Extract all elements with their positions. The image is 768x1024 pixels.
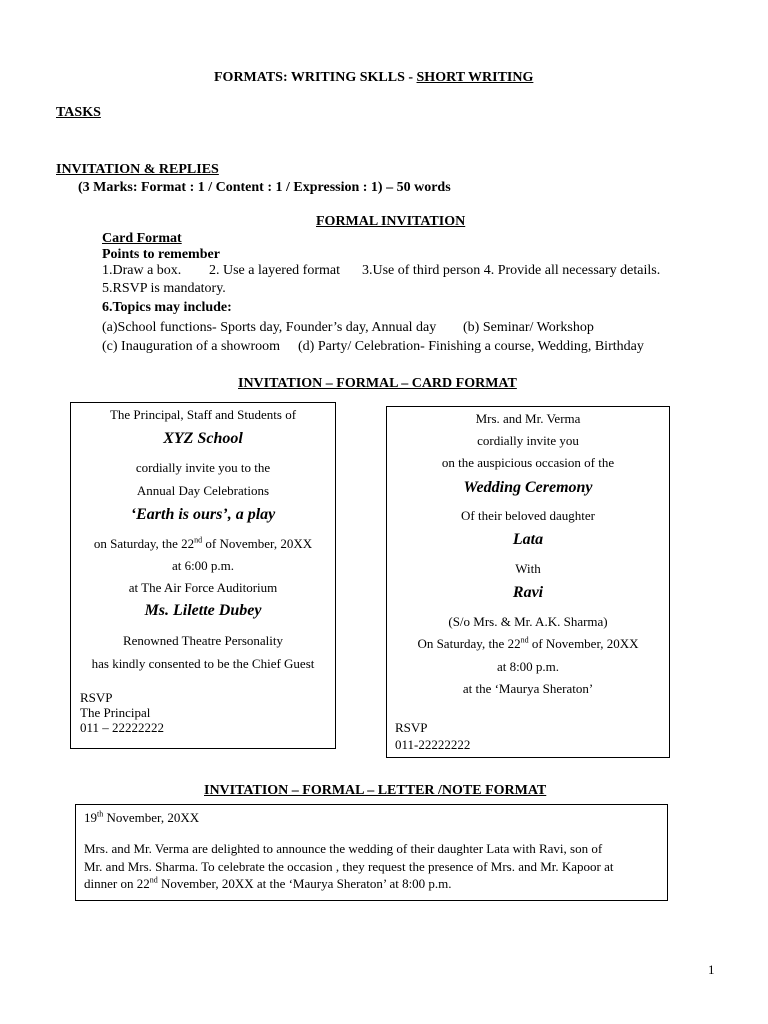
card-left-date [71,536,335,552]
points-heading: Points to remember [102,247,220,262]
section-heading: INVITATION & REPLIES [56,162,219,177]
letter-format-heading: INVITATION – FORMAL – LETTER /NOTE FORMAT [204,783,547,798]
topics-heading: 6.Topics may include: [102,300,232,315]
card-left-school: XYZ School [163,430,243,447]
card-left-line1: The Principal, Staff and Students of [109,407,297,422]
card-left-rsvp-phone: 011 – 22222222 [80,720,165,735]
page-number: 1 [708,962,715,977]
letter-body-line3-sup: nd [149,875,158,885]
card-right-bride: Lata [512,531,544,548]
card-right-line1: Mrs. and Mr. Verma [475,411,581,426]
card-right-line2: cordially invite you [477,433,579,448]
card-right-venue: at the ‘Maurya Sheraton’ [462,681,594,696]
card-right-rsvp-phone: 011-22222222 [395,737,471,752]
tasks-heading: TASKS [56,105,101,120]
topics-line-2a: (c) Inauguration of a showroom [102,339,281,354]
card-right-line4: Of their beloved daughter [461,508,595,523]
points-line-1c: 3.Use of third person 4. Provide all necessary details. [362,263,661,278]
card-left-play: ‘Earth is ours’, a play [130,506,276,523]
letter-date-a: 19 [84,810,97,825]
letter-date-b: November, 20XX [103,810,200,825]
card-left-guest-desc: Renowned Theatre Personality [122,633,284,648]
letter-body-line3 [84,876,452,892]
card-left-line3: Annual Day Celebrations [136,483,270,498]
card-left-date-b: of November, 20XX [202,536,313,551]
card-left-guest: Ms. Lilette Dubey [144,602,262,619]
letter-box [75,804,668,901]
letter-body-line1: Mrs. and Mr. Verma are delighted to announce the wedding of their daughter Lata with Ravi, son of [84,841,603,856]
topics-line-1a: (a)School functions- Sports day, Founder’s day, Annual day [102,320,437,335]
card-format-heading: INVITATION – FORMAL – CARD FORMAT [238,376,517,391]
card-left-time: at 6:00 p.m. [171,558,235,573]
invitation-card-right [386,406,670,758]
card-right-time: at 8:00 p.m. [496,659,560,674]
card-left-venue: at The Air Force Auditorium [128,580,278,595]
card-left-date-a: on Saturday, the 22 [93,536,195,551]
card-right-line3: on the auspicious occasion of the [441,455,615,470]
card-right-rsvp: RSVP [395,720,428,735]
invitation-card-left [70,402,336,749]
page-title-prefix: FORMATS: WRITING SKLLS - [214,70,417,85]
card-right-groom-parents: (S/o Mrs. & Mr. A.K. Sharma) [448,614,608,629]
card-right-date-a: On Saturday, the 22 [417,636,521,651]
card-right-date-sup: nd [520,635,529,645]
topics-line-2b: (d) Party/ Celebration- Finishing a course, Wedding, Birthday [298,339,644,354]
points-line-1a: 1.Draw a box. [102,263,182,278]
points-line-1b: 2. Use a layered format [209,263,340,278]
topics-line-1b: (b) Seminar/ Workshop [463,320,594,335]
formal-invitation-heading: FORMAL INVITATION [316,214,466,229]
letter-date-sup: th [97,809,104,819]
letter-body-line3-b: November, 20XX at the ‘Maurya Sheraton’ at 8:00 p.m. [157,876,452,891]
letter-body-line2: Mr. and Mrs. Sharma. To celebrate the occasion , they request the presence of Mrs. and Mr. Kapoor at [84,859,614,874]
card-right-event: Wedding Ceremony [463,479,593,496]
card-left-date-sup: nd [194,535,203,545]
card-left-rsvp-name: The Principal [80,705,151,720]
card-left-rsvp: RSVP [80,690,113,705]
points-line-2: 5.RSVP is mandatory. [102,281,226,296]
card-right-groom: Ravi [512,584,544,601]
page-title [214,70,533,86]
card-left-line2: cordially invite you to the [135,460,271,475]
page-title-underlined: SHORT WRITING [416,70,534,85]
card-left-consent: has kindly consented to be the Chief Guest [91,656,315,671]
letter-body-line3-a: dinner on 22 [84,876,150,891]
card-format-label: Card Format [102,231,182,246]
card-right-with: With [515,561,541,576]
letter-date [84,810,199,826]
card-right-date-b: of November, 20XX [528,636,639,651]
card-right-date [387,636,669,652]
marks-note: (3 Marks: Format : 1 / Content : 1 / Expression : 1) – 50 words [78,180,451,195]
